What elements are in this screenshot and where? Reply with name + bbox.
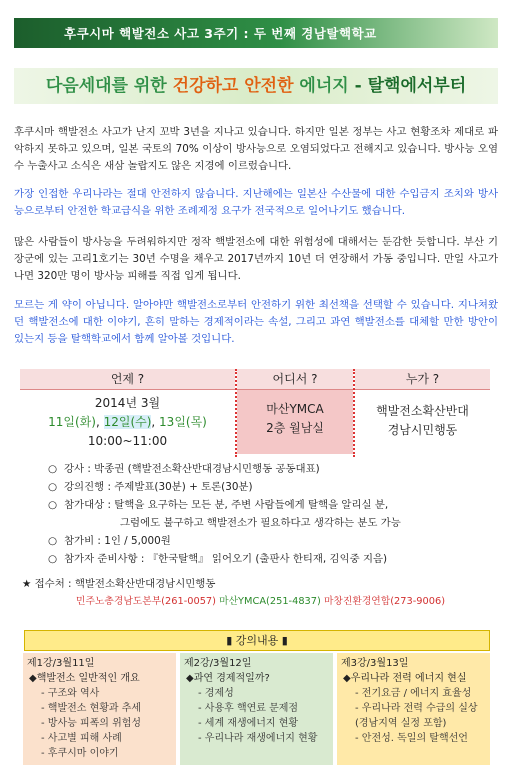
lecture-date: 제1강/3월11일 [27, 658, 95, 669]
list-item: - 안전성. 독일의 탈핵선언 [355, 733, 468, 744]
top-banner [14, 18, 498, 48]
circle-bullet-icon: ○ [48, 481, 58, 493]
circle-bullet-icon: ○ [48, 463, 58, 475]
organizer-line-1: 핵발전소확산반대 [376, 404, 469, 418]
headline-part-2: 건강하고 안전한 [172, 76, 294, 96]
event-date-3: 13일(목) [159, 415, 207, 429]
list-item: - 전기요금 / 에너지 효율성 [355, 688, 472, 699]
event-time: 10:00~11:00 [87, 434, 168, 448]
where-header: 어디서 ? [237, 369, 353, 390]
registration-label: 접수처 : 핵발전소확산반대경남시민행동 [34, 578, 216, 590]
intro-paragraph-2: 가장 인접한 우리나라는 절대 안전하지 않습니다. 지난해에는 일본산 수산물에 대한 수입금지 조치와 방사능으로부터 안전한 학교급식을 위한 조례제정 요구가 전국적으로 일어나기도 했습니다. [14, 188, 498, 217]
list-item: - 우리나라 재생에너지 현황 [198, 733, 318, 744]
event-month: 2014년 3월 [94, 396, 161, 410]
list-item: - 핵발전소 현황과 추세 [41, 703, 142, 714]
detail-item: ○ 참가비 : 1인 / 5,000원 [48, 532, 498, 550]
intro-paragraph-4: 모르는 게 약이 아닙니다. 알아야만 핵발전소로부터 안전하기 위한 최선책을 선택할 수 있습니다. 지나쳐왔던 핵발전소에 대한 이야기, 흔히 말하는 경제적이라는 속설, 그리고 과연 핵발전소를 대체할 만한 방안이 있는지 등을 탈핵학교에서 함께 알아볼 것입니다. [14, 299, 498, 345]
who-column [355, 369, 490, 457]
lecture-title: ◆과연 경제적일까? [186, 673, 270, 684]
detail-item: ○ 참가자 준비사항 : 『한국탈핵』 읽어오기 (출판사 한티재, 김익중 지음) [48, 550, 498, 568]
event-date-1: 11일(화) [48, 415, 96, 429]
circle-bullet-icon: ○ [48, 499, 58, 511]
contact-2: 마산YMCA(251-4837) [219, 596, 321, 607]
list-item: - 구조와 역사 [41, 688, 100, 699]
intro-paragraph-1: 후쿠시마 핵발전소 사고가 난지 꼬박 3년을 지나고 있습니다. 하지만 일본 정부는 사고 현황조차 제대로 파악하지 못하고 있으며, 일본 국토의 70% 이상이 방사능으로 오염되었다고 전해지고 있습니다. 방사능 오염수 누출사고 소식은 새삼 놀랍지도 않은 지경에 이르렀습니다. [14, 126, 498, 172]
list-item: - 후쿠시마 이야기 [41, 748, 119, 759]
list-item: - 방사능 피폭의 위험성 [41, 718, 142, 729]
detail-item: ○ 강의진행 : 주제발표(30분) + 토론(30분) [48, 478, 498, 496]
who-header: 누가 ? [355, 369, 490, 390]
organizer-line-2: 경남시민행동 [387, 423, 458, 437]
when-header: 언제 ? [20, 369, 235, 390]
when-column: 언제 ? 2014년 3월 11일(화), 12일(수), 13일(목) 10:00~11:00 [20, 369, 235, 457]
list-item: - 경제성 [198, 688, 234, 699]
venue-room: 2층 월남실 [266, 421, 324, 435]
lecture-date: 제3강/3월13일 [341, 658, 409, 669]
intro-paragraph-3: 많은 사람들이 방사능을 두려워하지만 정작 핵발전소에 대한 위험성에 대해서는 둔감한 듯합니다. 부산 기장군에 있는 고리1호기는 30년 수명을 채우고 2017년까지 10년 더 연장해서 가동 중입니다. 만일 사고가 나면 320만 명이 방사능 피해를 직접 입게 됩니다. [14, 236, 498, 282]
headline [14, 68, 498, 104]
star-icon: ★ [22, 578, 35, 590]
detail-item-continued: 그럼에도 불구하고 핵발전소가 필요하다고 생각하는 분도 가능 [120, 517, 401, 529]
list-item: - 세계 재생에너지 현황 [198, 718, 299, 729]
details-list [48, 460, 498, 568]
contact-3: 마창진환경연합(273-9006) [323, 596, 446, 607]
banner-title: 후쿠시마 핵발전소 사고 3주기 : 두 번째 경남탈핵학교 [64, 26, 377, 41]
event-info-table [20, 369, 490, 457]
event-date-2: 12일(수) [103, 415, 152, 429]
registration-contacts [22, 593, 445, 611]
detail-item: ○ 강사 : 박종권 (핵발전소확산반대경남시민행동 공동대표) [48, 460, 498, 478]
registration-block [22, 575, 445, 611]
lectures-header: ▮ 강의내용 ▮ [24, 630, 490, 651]
lecture-card-3 [337, 653, 490, 765]
lecture-date: 제2강/3월12일 [184, 658, 252, 669]
circle-bullet-icon: ○ [48, 553, 58, 565]
lecture-card-2 [180, 653, 333, 765]
list-item: - 사고별 피해 사례 [41, 733, 122, 744]
lecture-title: ◆핵발전소 일반적인 개요 [29, 673, 140, 684]
detail-item: ○ 참가대상 : 탈핵을 요구하는 모든 분, 주변 사람들에게 탈핵을 알리실 분, [48, 496, 498, 514]
headline-part-4: - 탈핵에서부터 [348, 76, 467, 96]
headline-part-1: 다음세대를 위한 [45, 76, 173, 96]
list-item: - 사용후 핵연료 문제점 [198, 703, 299, 714]
contact-1: 민주노총경남도본부(261-0057) [76, 596, 216, 607]
headline-part-3: 에너지 [293, 76, 349, 96]
where-column [235, 369, 355, 457]
circle-bullet-icon: ○ [48, 535, 58, 547]
lecture-card-1 [23, 653, 176, 765]
venue-name: 마산YMCA [266, 402, 324, 416]
list-item: - 우리나라 전력 수급의 실상 (경남지역 실정 포함) [355, 703, 478, 729]
lecture-title: ◆우리나라 전력 에너지 현실 [343, 673, 467, 684]
